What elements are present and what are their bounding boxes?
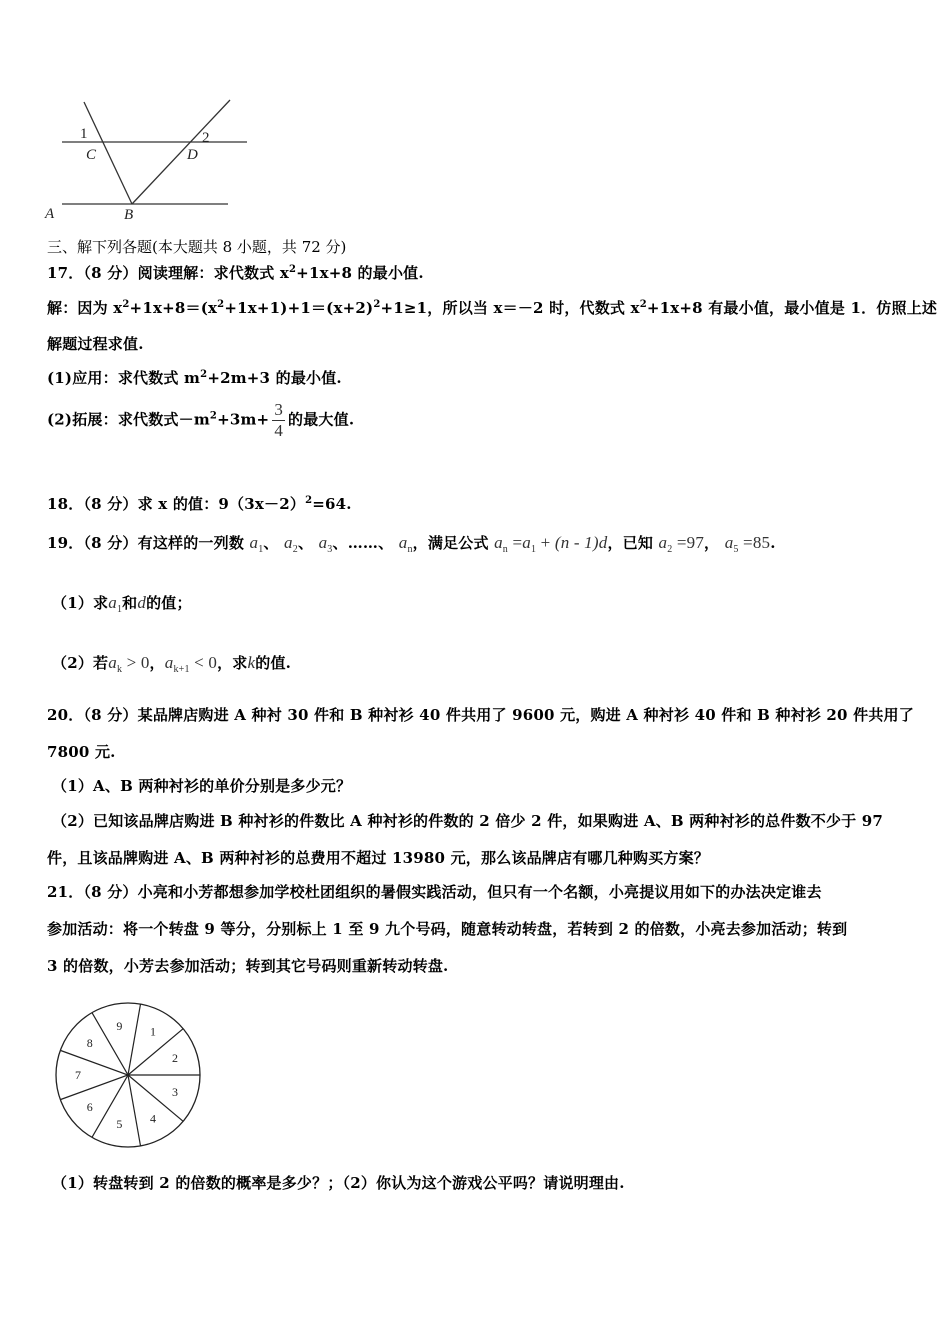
q17-intro: 17．（8 分）阅读理解：求代数式 $x^2+1x+8$ 的最小值. [47, 264, 424, 282]
q20-part2-line1: （2）已知该品牌店购进 B 种衬衫的件数比 A 种衬衫的件数的 2 倍少 2 件，如果购进 A、B 两种衬衫的总件数不少于 97 [52, 812, 884, 830]
given-a2: $a_2 =97$ [658, 533, 705, 555]
spinner-number-5: 5 [116, 1117, 123, 1132]
q17-solution-cont: 解题过程求值. [47, 335, 144, 353]
q17-part2: (2)拓展：求代数式$-m^2+3m+$ $\frac{3}{4}$ 的最大值. [47, 400, 355, 440]
general-term-formula: $a_n =a_1 + (n - 1)d$ [494, 533, 608, 555]
point-label-a: A [45, 206, 55, 222]
q17-solution: 解：因为 $x^2+1x+8=(x^2+1x+1)+1=(x+2)^2+1\ge 1$，所以当 x＝－2 时，代数式 $x^2+1x+8$ 有最小值，最小值是 1．仿照上述 [47, 299, 938, 317]
q21-question: （1）转盘转到 2 的倍数的概率是多少？；（2）你认为这个游戏公平吗？请说明理由. [52, 1174, 625, 1192]
q17-part1: (1)应用：求代数式 $m^2+2m+3$ 的最小值. [47, 369, 342, 387]
q19-text: 19．（8 分）有这样的一列数 $a_1$、 $a_2$、 $a_3$、……、 $a_n$，满足公式 $a_n =a_1 + (n - 1)d$，已知 $a_2 =97$， $a_5 =85$. [47, 533, 776, 555]
spinner-divider [128, 1004, 141, 1075]
fraction-three-quarters: $\frac{3}{4}$ [274, 400, 284, 440]
term-a1: $a_1$ [249, 533, 264, 555]
q20-part1: （1）A、B 两种衬衫的单价分别是多少元？ [52, 777, 352, 795]
spinner-number-1: 1 [150, 1024, 156, 1039]
spinner-divider [92, 1013, 128, 1075]
transversal-right [132, 100, 230, 204]
spinner-number-8: 8 [86, 1035, 93, 1050]
spinner-number-6: 6 [86, 1100, 93, 1115]
spinner-divider [60, 1075, 128, 1100]
point-label-d: D [187, 147, 198, 163]
q19-part2: （2）若$a_k > 0$，$a_{k+1} < 0$，求k的值. [52, 653, 292, 675]
q20-line1: 20．（8 分）某品牌店购进 A 种衬 30 件和 B 种衬衫 40 件共用了 9600 元，购进 A 种衬衫 40 件和 B 种衬衫 20 件共用了 [47, 706, 914, 724]
section-title: 三、解下列各题(本大题共 8 小题，共 72 分) [47, 238, 347, 256]
spinner-number-7: 7 [75, 1068, 81, 1082]
spinner-number-4: 4 [150, 1111, 156, 1126]
q21-line3: 3 的倍数，小芳去参加活动；转到其它号码则重新转动转盘. [47, 957, 449, 975]
q20-line2: 7800 元. [47, 743, 116, 761]
point-label-c: C [86, 147, 97, 163]
point-label-b: B [124, 207, 134, 223]
q18-text: 18．（8 分）求 x 的值：$9(3x-2)^2=64$. [47, 495, 352, 513]
angle-label-1: 1 [80, 126, 88, 142]
spinner-number-3: 3 [171, 1085, 178, 1100]
angle-label-2: 2 [202, 130, 210, 146]
q21-line1: 21．（8 分）小亮和小芳都想参加学校杜团组织的暑假实践活动，但只有一个名额，小亮提议用如下的办法决定谁去 [47, 883, 822, 901]
term-a3: $a_3$ [318, 533, 333, 555]
geometry-figure [40, 92, 260, 227]
q20-part2-line2: 件，且该品牌购进 A、B 两种衬衫的总费用不超过 13980 元，那么该品牌店有哪几种购买方案？ [47, 849, 709, 867]
spinner-divider [60, 1050, 128, 1075]
spinner-wheel [52, 1000, 204, 1150]
term-an: $a_n$ [398, 533, 413, 555]
spinner-divider [92, 1075, 128, 1137]
term-a2: $a_2$ [284, 533, 298, 555]
spinner-number-9: 9 [116, 1018, 123, 1033]
given-a5: $a_5 =85$ [724, 533, 771, 555]
q19-part1: （1）求$a_1$和d的值； [52, 593, 192, 615]
q21-line2: 参加活动：将一个转盘 9 等分，分别标上 1 至 9 九个号码，随意转动转盘，若转到 2 的倍数，小亮去参加活动；转到 [47, 920, 848, 938]
spinner-number-2: 2 [171, 1050, 178, 1065]
spinner-divider [128, 1075, 141, 1146]
